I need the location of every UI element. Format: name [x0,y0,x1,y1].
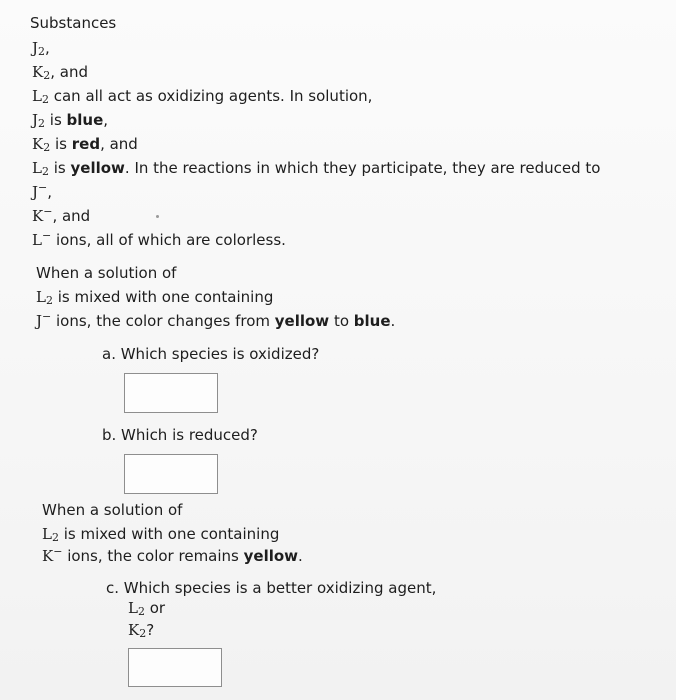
dust-speck [156,215,159,218]
formula-k2: $K_2$ [32,63,51,82]
block2-line3: K− ions, the color remains yellow. [42,545,303,565]
block1-line2: $L_2$ is mixed with one containing [36,288,274,307]
answer-box-a[interactable] [124,373,218,413]
answer-box-c[interactable] [128,648,222,687]
line-l2-color: $L_2$ is yellow. In the reactions in which they participate, they are reduced to [32,159,601,178]
block1-line1: When a solution of [36,264,177,282]
color-red: red [71,135,101,153]
color-blue: blue [66,111,104,129]
block2-line2: $L_2$ is mixed with one containing [42,525,280,544]
answer-box-b[interactable] [124,454,218,494]
line-l2: $L_2$ can all act as oxidizing agents. In solution, [32,87,373,106]
substances-heading: Substances [30,14,117,32]
line-k-ion: K−, and [32,205,91,225]
question-a: a. Which species is oxidized? [102,345,320,363]
formula-k-ion: K− [32,205,53,225]
color-yellow: yellow [70,159,125,177]
line-k2: $K_2$, and [32,63,88,82]
question-c-option-l2: $L_2$ or [128,599,166,618]
line-j-ion: J−, [32,181,53,201]
line-j2-color: $J_2$ is blue, [32,111,109,130]
formula-l2: $L_2$ [32,87,49,106]
formula-j-ion: J− [32,181,48,201]
line-j2: $J_2$, [32,39,50,58]
question-b: b. Which is reduced? [102,426,258,444]
block1-line3: J− ions, the color changes from yellow to blue. [36,310,396,330]
question-c: c. Which species is a better oxidizing agent, [106,579,437,597]
block2-line1: When a solution of [42,501,183,519]
line-l-ion: L− ions, all of which are colorless. [32,229,286,249]
line-k2-color: $K_2$ is red, and [32,135,138,154]
formula-l-ion: L− [32,229,52,249]
formula-j2: $J_2$ [32,39,46,58]
question-c-option-k2: $K_2$? [128,621,155,640]
